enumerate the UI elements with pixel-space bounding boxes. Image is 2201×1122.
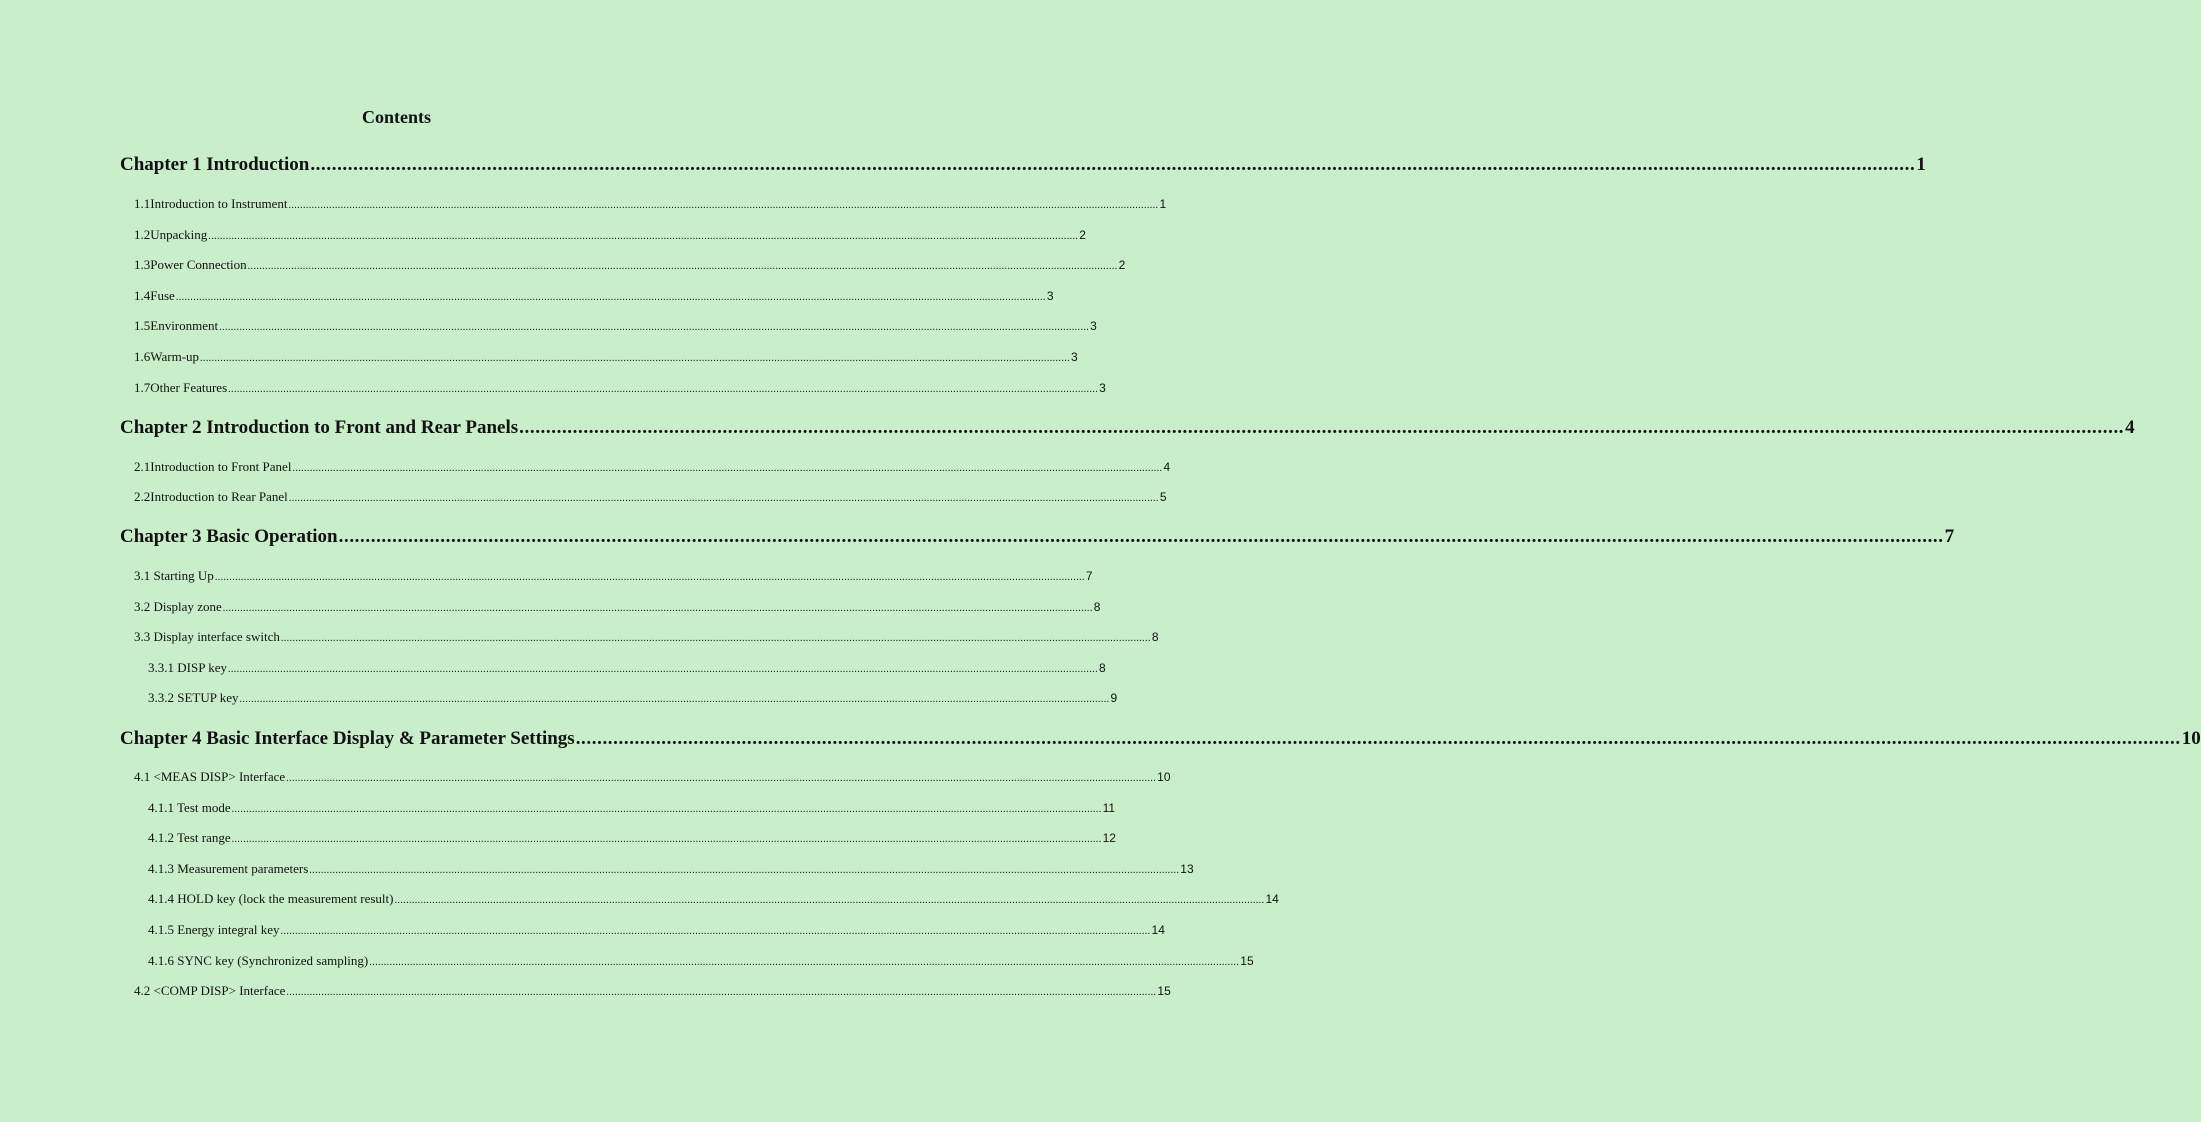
dot-leader: ............................................................................................................................................................................................................................................................................................................: [175, 292, 1046, 303]
toc-page-number: 8: [1151, 630, 1159, 644]
toc-entry[interactable]: [134, 227, 1086, 243]
toc-page-number: 10: [2181, 728, 2201, 749]
toc-entry[interactable]: [134, 599, 1101, 615]
toc-entry[interactable]: [134, 769, 1171, 785]
toc-entry-label: 4.1.3 Measurement parameters: [148, 861, 309, 876]
toc-page-number: 4: [2125, 417, 2135, 438]
toc-page-number: 11: [1102, 801, 1116, 815]
dot-leader: ............................................................................................................................................................................................................................................................................................................: [369, 957, 1240, 968]
toc-page-number: 4: [1163, 460, 1171, 474]
dot-leader: ............................................................................................................................................................................................................................................................................................................: [286, 987, 1157, 998]
toc-entry[interactable]: [134, 983, 1171, 999]
dot-leader: ............................................................................................................................................................................................................................................................................................................: [231, 804, 1102, 815]
toc-entry[interactable]: [134, 196, 1167, 212]
toc-entry[interactable]: [148, 922, 1165, 938]
toc-entry-label: 3.1 Starting Up: [134, 568, 214, 583]
toc-entry[interactable]: [134, 380, 1106, 396]
dot-leader: ............................................................................................................................................................................................................................................................................................................: [239, 694, 1110, 705]
toc-entry[interactable]: [148, 891, 1279, 907]
toc-chapter-1[interactable]: [120, 154, 1926, 176]
toc-page-number: 15: [1240, 954, 1254, 968]
dot-leader: ............................................................................................................................................................................................................................................................................................................: [338, 526, 1944, 547]
toc-page-number: 3: [1099, 381, 1106, 395]
toc-entry[interactable]: [134, 257, 1126, 273]
toc-entry-label: 4.1 <MEAS DISP> Interface: [134, 769, 286, 784]
toc-chapter-label: Chapter 2 Introduction to Front and Rear Panels: [120, 417, 519, 438]
toc-entry[interactable]: [148, 690, 1118, 706]
toc-chapter-3[interactable]: [120, 526, 1955, 548]
page-title: Contents: [361, 107, 431, 127]
toc-entry-label: 4.1.5 Energy integral key: [148, 922, 280, 937]
toc-chapter-4[interactable]: [120, 728, 2201, 750]
dot-leader: ............................................................................................................................................................................................................................................................................................................: [222, 603, 1093, 614]
toc-page-number: 8: [1098, 661, 1106, 675]
toc-entry[interactable]: [134, 629, 1159, 645]
toc-page-number: 9: [1110, 691, 1118, 705]
toc-entry-label: 4.1.1 Test mode: [148, 800, 231, 815]
dot-leader: ............................................................................................................................................................................................................................................................................................................: [280, 926, 1151, 937]
toc-entry[interactable]: [134, 489, 1167, 505]
toc-chapter-label: Chapter 1 Introduction: [120, 154, 310, 175]
toc-entry-label: 1.2Unpacking: [134, 227, 208, 242]
dot-leader: ............................................................................................................................................................................................................................................................................................................: [219, 322, 1090, 333]
toc-entry-label: 3.2 Display zone: [134, 599, 222, 614]
dot-leader: ............................................................................................................................................................................................................................................................................................................: [200, 353, 1071, 364]
dot-leader: ............................................................................................................................................................................................................................................................................................................: [280, 633, 1151, 644]
toc-page-number: 7: [1085, 569, 1093, 583]
dot-leader: ............................................................................................................................................................................................................................................................................................................: [519, 417, 2125, 438]
dot-leader: ............................................................................................................................................................................................................................................................................................................: [227, 664, 1098, 675]
toc-entry-label: 2.2Introduction to Rear Panel: [134, 489, 288, 504]
toc-entry[interactable]: [148, 660, 1106, 676]
toc-entry-label: 4.2 <COMP DISP> Interface: [134, 983, 286, 998]
dot-leader: ............................................................................................................................................................................................................................................................................................................: [394, 895, 1265, 906]
toc-entry[interactable]: [134, 568, 1093, 584]
toc-page-number: 8: [1093, 600, 1101, 614]
toc-entry-label: 1.1Introduction to Instrument: [134, 196, 288, 211]
toc-page-number: 1: [1159, 197, 1167, 211]
toc-page-number: 10: [1157, 770, 1171, 784]
toc-entry-label: 3.3.1 DISP key: [148, 660, 227, 675]
toc-entry-label: 1.4Fuse: [134, 288, 175, 303]
dot-leader: ............................................................................................................................................................................................................................................................................................................: [292, 463, 1163, 474]
toc-page-number: 3: [1071, 350, 1078, 364]
toc-page-number: 14: [1151, 923, 1165, 937]
dot-leader: ............................................................................................................................................................................................................................................................................................................: [310, 154, 1916, 175]
toc-entry[interactable]: [148, 861, 1194, 877]
toc-entry-label: 1.6Warm-up: [134, 349, 200, 364]
toc-entry[interactable]: [134, 318, 1097, 334]
toc-entry-label: 3.3 Display interface switch: [134, 629, 280, 644]
toc-entry[interactable]: [148, 830, 1116, 846]
toc-page-number: 13: [1180, 862, 1194, 876]
dot-leader: ............................................................................................................................................................................................................................................................................................................: [247, 261, 1118, 272]
toc-entry[interactable]: [148, 953, 1254, 969]
dot-leader: ............................................................................................................................................................................................................................................................................................................: [214, 572, 1085, 583]
dot-leader: ............................................................................................................................................................................................................................................................................................................: [288, 200, 1159, 211]
toc-page-number: 2: [1079, 228, 1086, 242]
toc-page-number: 5: [1159, 490, 1167, 504]
dot-leader: ............................................................................................................................................................................................................................................................................................................: [575, 728, 2181, 749]
toc-page-number: 3: [1090, 319, 1097, 333]
toc-entry-label: 3.3.2 SETUP key: [148, 690, 239, 705]
toc-page-number: 3: [1046, 289, 1054, 303]
toc-page-number: 15: [1157, 984, 1171, 998]
toc-page-number: 14: [1265, 892, 1279, 906]
toc-entry-label: 2.1Introduction to Front Panel: [134, 459, 292, 474]
toc-page-number: 2: [1118, 258, 1126, 272]
toc-page-number: 7: [1944, 526, 1955, 547]
dot-leader: ............................................................................................................................................................................................................................................................................................................: [309, 865, 1180, 876]
toc-page-number: 12: [1102, 831, 1116, 845]
toc-page-number: 1: [1916, 154, 1926, 175]
dot-leader: ............................................................................................................................................................................................................................................................................................................: [208, 231, 1079, 242]
toc-entry-label: 1.3Power Connection: [134, 257, 247, 272]
dot-leader: ............................................................................................................................................................................................................................................................................................................: [288, 493, 1159, 504]
toc-entry-label: 4.1.2 Test range: [148, 830, 231, 845]
dot-leader: ............................................................................................................................................................................................................................................................................................................: [228, 384, 1099, 395]
toc-entry[interactable]: [134, 349, 1078, 365]
toc-entry-label: 1.5Environment: [134, 318, 219, 333]
toc-entry-label: 4.1.4 HOLD key (lock the measurement result): [148, 891, 394, 906]
toc-chapter-label: Chapter 3 Basic Operation: [120, 526, 338, 547]
dot-leader: ............................................................................................................................................................................................................................................................................................................: [231, 834, 1102, 845]
toc-chapter-2[interactable]: [120, 417, 2135, 439]
dot-leader: ............................................................................................................................................................................................................................................................................................................: [286, 773, 1157, 784]
toc-entry[interactable]: [148, 800, 1116, 816]
toc-chapter-label: Chapter 4 Basic Interface Display & Parameter Settings: [120, 728, 575, 749]
toc-entry[interactable]: [134, 288, 1054, 304]
toc-entry[interactable]: [134, 459, 1171, 475]
toc-entry-label: 4.1.6 SYNC key (Synchronized sampling): [148, 953, 369, 968]
toc-entry-label: 1.7Other Features: [134, 380, 228, 395]
